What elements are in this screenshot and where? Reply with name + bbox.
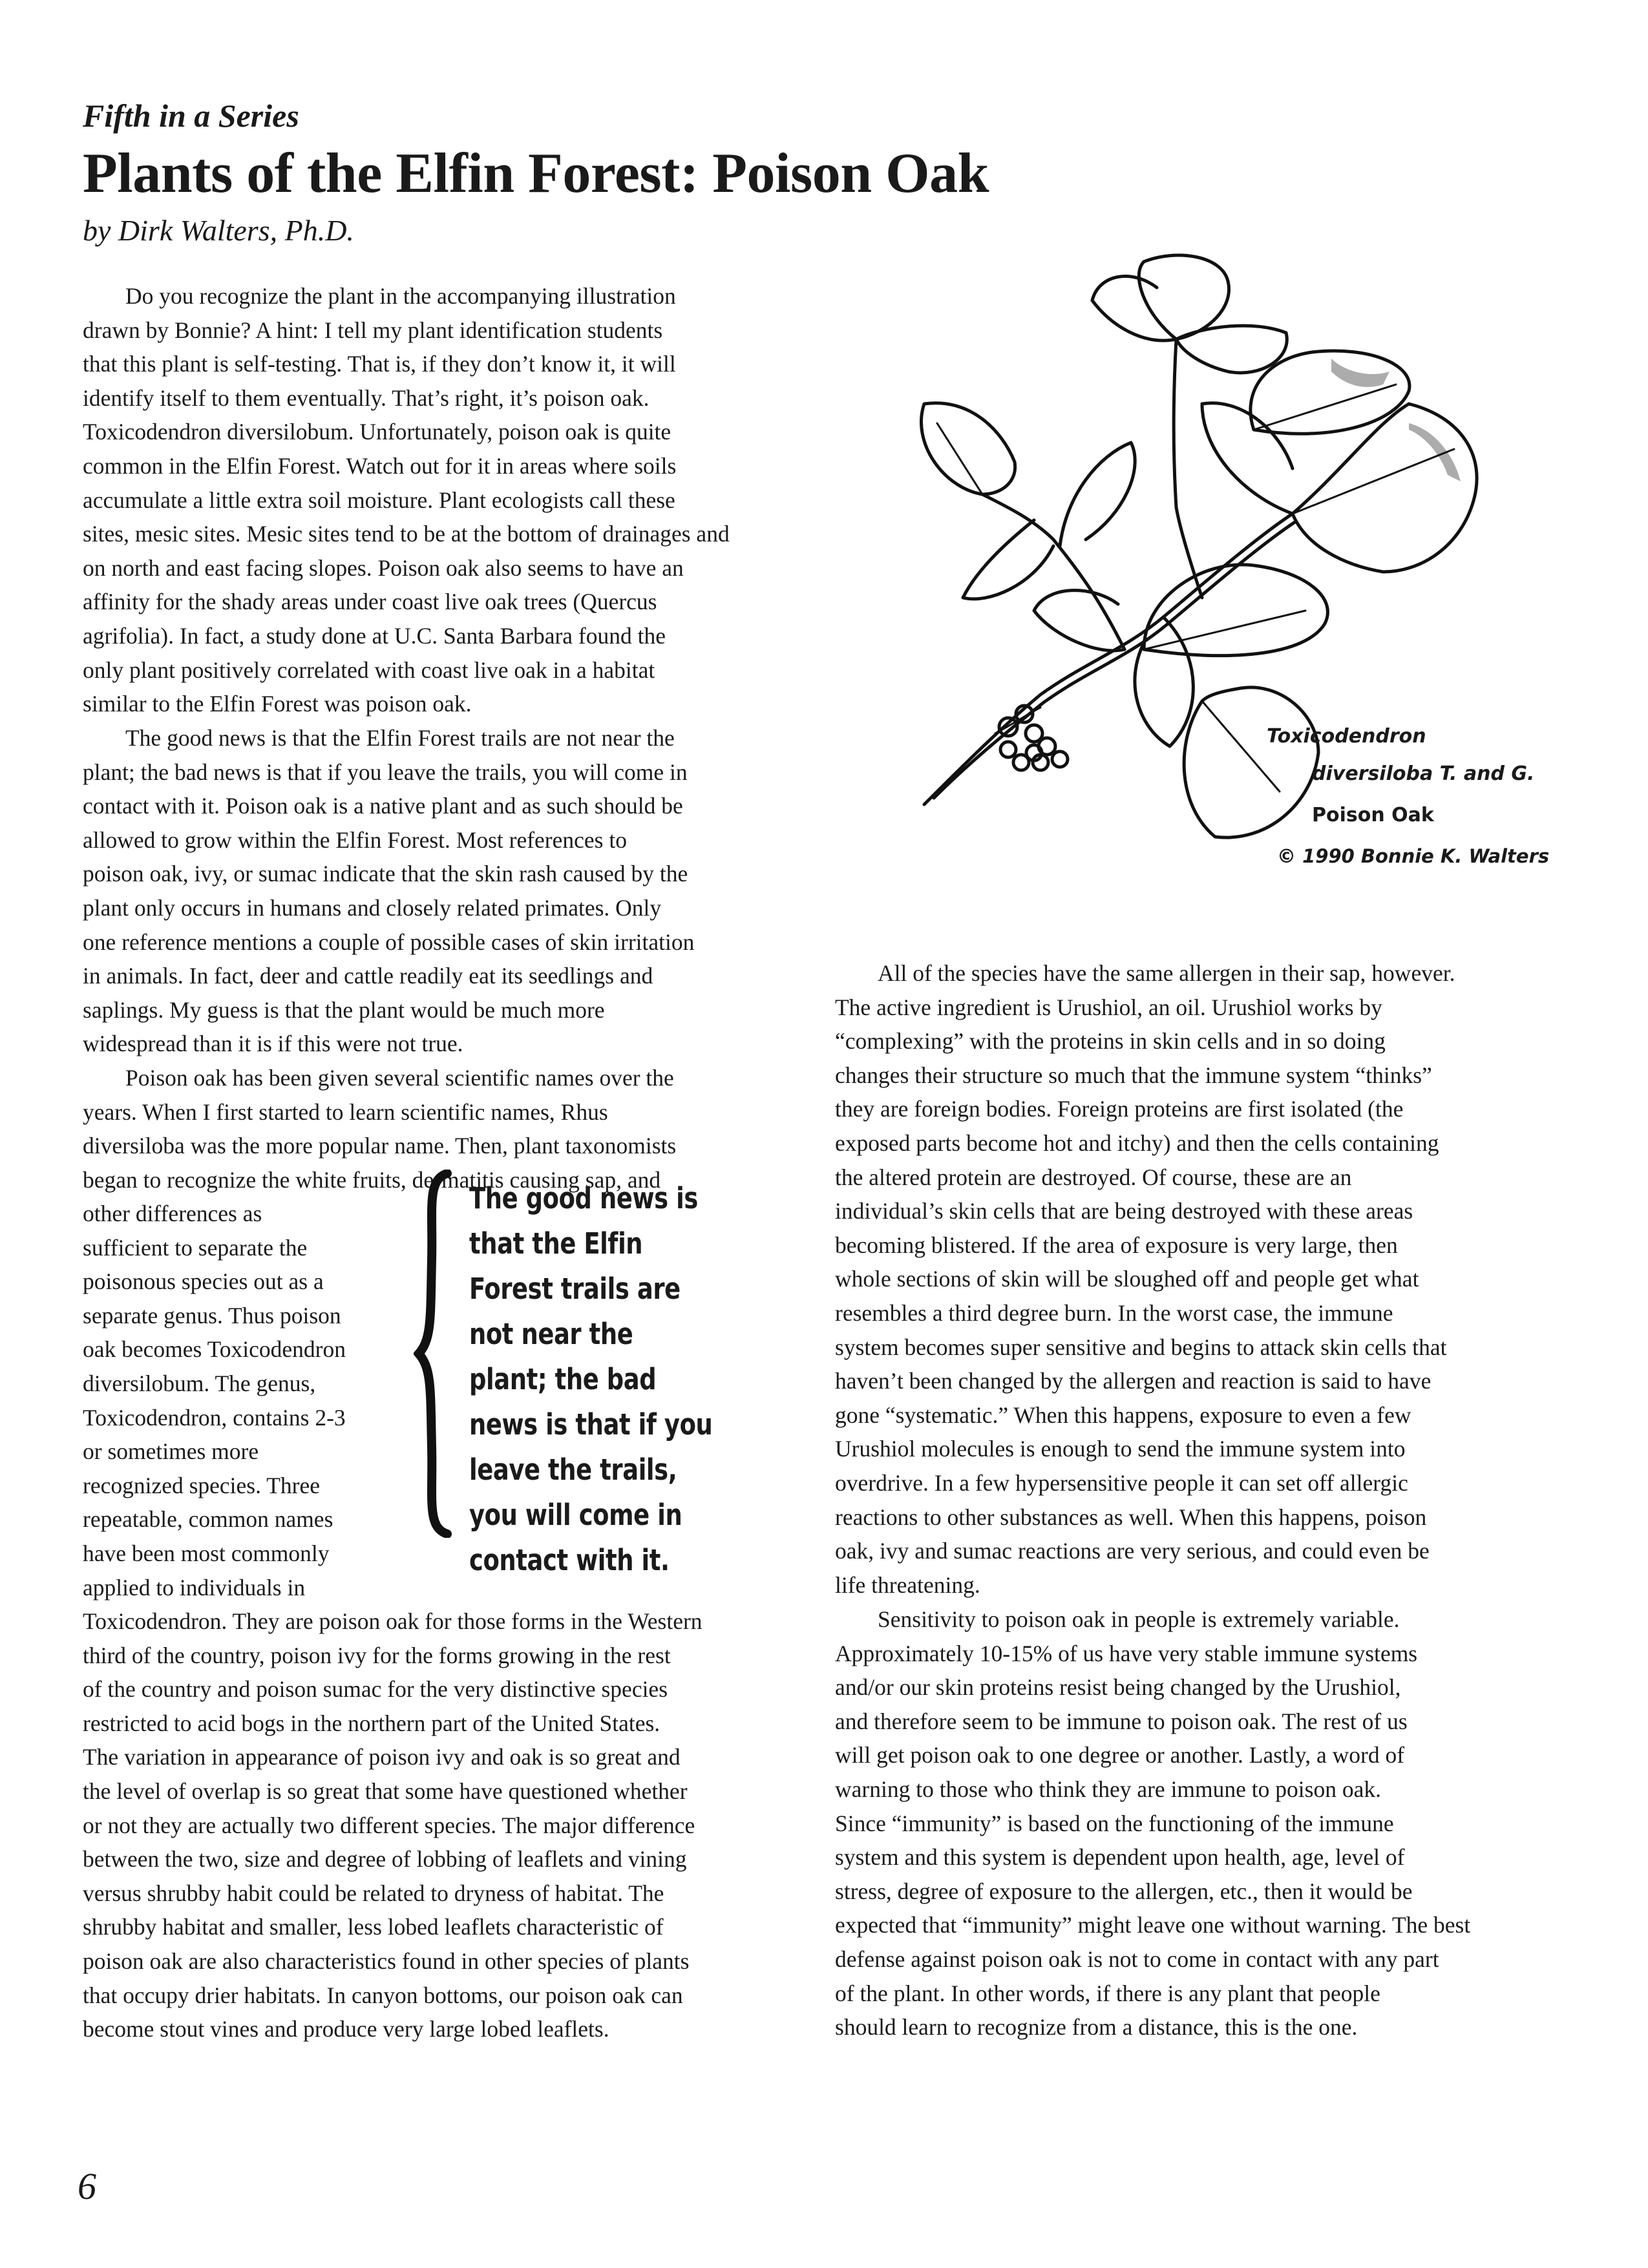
text-line: recognized species. Three xyxy=(83,1472,320,1498)
text-line: have been most commonly xyxy=(83,1540,330,1566)
text-line: Do you recognize the plant in the accompanying illustration xyxy=(125,283,676,309)
text-line: oak becomes Toxicodendron xyxy=(83,1336,346,1363)
text-line: poisonous species out as a xyxy=(83,1268,324,1295)
text-line: Toxicodendron, contains 2-3 xyxy=(83,1404,346,1431)
text-line: individual’s skin cells that are being destroyed with these areas xyxy=(835,1198,1413,1224)
text-line: oak, ivy and sumac reactions are very serious, and could even be xyxy=(835,1538,1430,1564)
text-line: only plant positively correlated with coast live oak in a habitat xyxy=(83,656,655,683)
text-line: Poison oak has been given several scientific names over the xyxy=(125,1065,674,1091)
pull-quote-brace-icon xyxy=(414,1170,452,1538)
text-line: diversiloba was the more popular name. Then, plant taxonomists xyxy=(83,1133,677,1159)
text-line: expected that “immunity” might leave one without warning. The best xyxy=(835,1912,1471,1938)
text-line: reactions to other substances as well. When this happens, poison xyxy=(835,1504,1427,1530)
text-line: the level of overlap is so great that some have questioned whether xyxy=(83,1778,688,1804)
text-line: versus shrubby habit could be related to dryness of habitat. The xyxy=(83,1880,664,1906)
series-label: Fifth in a Series xyxy=(83,98,299,134)
text-line: whole sections of skin will be sloughed off and people get what xyxy=(835,1266,1419,1292)
left-para-3-narrow xyxy=(83,1197,393,1604)
text-line: becoming blistered. If the area of exposure is very large, then xyxy=(835,1232,1398,1258)
text-line: gone “systematic.” When this happens, exposure to even a few xyxy=(835,1402,1411,1428)
text-line: separate genus. Thus poison xyxy=(83,1302,341,1328)
text-line: third of the country, poison ivy for the forms growing in the rest xyxy=(83,1642,671,1668)
text-line: “complexing” with the proteins in skin cells and in so doing xyxy=(835,1028,1386,1055)
text-line: of the plant. In other words, if there is any plant that people xyxy=(835,1980,1380,2006)
text-line: common in the Elfin Forest. Watch out for it in areas where soils xyxy=(83,452,677,479)
text-line: resembles a third degree burn. In the worst case, the immune xyxy=(835,1299,1393,1326)
text-line: become stout vines and produce very large lobed leaflets. xyxy=(83,2016,609,2042)
text-line: they are foreign bodies. Foreign proteins are first isolated (the xyxy=(835,1096,1404,1122)
text-line: agrifolia). In fact, a study done at U.C. Santa Barbara found the xyxy=(83,622,666,649)
text-line: drawn by Bonnie? A hint: I tell my plant identification students xyxy=(83,317,663,343)
text-line: affinity for the shady areas under coast live oak trees (Quercus xyxy=(83,589,657,615)
caption-common-name: Poison Oak xyxy=(1312,804,1434,826)
text-line: system and this system is dependent upon health, age, level of xyxy=(835,1844,1405,1871)
text-line: poison oak are also characteristics found in other species of plants xyxy=(83,1948,690,1974)
text-line: will get poison oak to one degree or another. Lastly, a word of xyxy=(835,1742,1405,1769)
text-line: other differences as xyxy=(83,1201,262,1226)
caption-species: diversiloba T. and G. xyxy=(1312,762,1535,785)
text-line: contact with it. Poison oak is a native plant and as such should be xyxy=(83,793,683,819)
text-line: The active ingredient is Urushiol, an oil. Urushiol works by xyxy=(835,994,1382,1020)
text-line: in animals. In fact, deer and cattle readily eat its seedlings and xyxy=(83,963,653,989)
text-line: Toxicodendron. They are poison oak for those forms in the Western xyxy=(83,1608,703,1634)
article-title: Plants of the Elfin Forest: Poison Oak xyxy=(83,142,989,205)
text-line: that occupy drier habitats. In canyon bottoms, our poison oak can xyxy=(83,1982,683,2008)
left-para-1 xyxy=(83,279,781,721)
text-line: similar to the Elfin Forest was poison oak. xyxy=(83,691,472,717)
text-line: Since “immunity” is based on the functioning of the immune xyxy=(835,1810,1394,1836)
text-line: Sensitivity to poison oak in people is extremely variable. xyxy=(878,1606,1400,1632)
text-line: or not they are actually two different species. The major difference xyxy=(83,1812,695,1838)
right-para-2 xyxy=(835,1602,1521,2044)
text-line: began to recognize the white fruits, dermatitis causing sap, and xyxy=(83,1166,661,1193)
text-line: overdrive. In a few hypersensitive people it can set off allergic xyxy=(835,1469,1408,1496)
text-line: The variation in appearance of poison ivy and oak is so great and xyxy=(83,1744,681,1770)
text-line: repeatable, common names xyxy=(83,1506,333,1533)
text-line: sites, mesic sites. Mesic sites tend to be at the bottom of drainages and xyxy=(83,521,730,547)
text-line: of the country and poison sumac for the very distinctive species xyxy=(83,1676,668,1703)
text-line: accumulate a little extra soil moisture. Plant ecologists call these xyxy=(83,487,675,513)
text-line: diversilobum. The genus, xyxy=(83,1370,316,1396)
page-number: 6 xyxy=(78,2165,96,2207)
text-line: sufficient to separate the xyxy=(83,1234,308,1261)
text-line: poison oak, ivy, or sumac indicate that the skin rash caused by the xyxy=(83,861,688,887)
text-line: changes their structure so much that the immune system “thinks” xyxy=(835,1062,1432,1088)
text-line: years. When I first started to learn scientific names, Rhus xyxy=(83,1098,608,1125)
text-line: Toxicodendron diversilobum. Unfortunately, poison oak is quite xyxy=(83,419,671,445)
text-line: the altered protein are destroyed. Of course, these are an xyxy=(835,1164,1352,1190)
text-line: should learn to recognize from a distance, this is the one. xyxy=(835,2014,1358,2041)
right-para-1 xyxy=(835,956,1521,1602)
poison-oak-illustration xyxy=(840,236,1564,882)
text-line: between the two, size and degree of lobbing of leaflets and vining xyxy=(83,1846,687,1873)
text-line: identify itself to them eventually. That’s right, it’s poison oak. xyxy=(83,384,650,411)
caption-genus: Toxicodendron xyxy=(1267,725,1426,748)
text-line: restricted to acid bogs in the northern part of the United States. xyxy=(83,1710,660,1736)
text-line: and/or our skin proteins resist being changed by the Urushiol, xyxy=(835,1674,1401,1701)
text-line: applied to individuals in xyxy=(83,1574,306,1601)
text-line: plant only occurs in humans and closely related primates. Only xyxy=(83,894,662,921)
text-line: haven’t been changed by the allergen and reaction is said to have xyxy=(835,1368,1431,1394)
text-line: warning to those who think they are immune to poison oak. xyxy=(835,1776,1381,1802)
left-para-3-continued xyxy=(83,1604,781,2046)
text-line: plant; the bad news is that if you leave the trails, you will come in xyxy=(83,759,688,785)
text-line: Urushiol molecules is enough to send the immune system into xyxy=(835,1436,1406,1462)
text-line: exposed parts become hot and itchy) and then the cells containing xyxy=(835,1129,1439,1156)
text-line: system becomes super sensitive and begins to attack skin cells that xyxy=(835,1334,1447,1360)
text-line: widespread than it is if this were not true. xyxy=(83,1031,463,1057)
text-line: saplings. My guess is that the plant would be much more xyxy=(83,996,605,1023)
text-line: and therefore seem to be immune to poison oak. The rest of us xyxy=(835,1708,1408,1734)
left-para-2 xyxy=(83,721,781,1061)
caption-credit: © 1990 Bonnie K. Walters xyxy=(1277,845,1550,867)
text-line: on north and east facing slopes. Poison oak also seems to have an xyxy=(83,554,684,581)
text-line: allowed to grow within the Elfin Forest. Most references to xyxy=(83,826,627,853)
text-line: Approximately 10-15% of us have very stable immune systems xyxy=(835,1640,1418,1666)
text-line: one reference mentions a couple of possible cases of skin irritation xyxy=(83,929,695,955)
pull-quote: The good news is that the Elfin Forest trails are not near the plant; the bad news is that if you leave the trails, you will come in contact with it. xyxy=(469,1181,713,1577)
text-line: or sometimes more xyxy=(83,1438,259,1465)
text-line: that this plant is self-testing. That is, if they don’t know it, it will xyxy=(83,351,676,377)
text-line: life threatening. xyxy=(835,1571,980,1598)
byline: by Dirk Walters, Ph.D. xyxy=(83,214,354,247)
text-line: The good news is that the Elfin Forest trails are not near the xyxy=(125,725,675,751)
text-line: shrubby habitat and smaller, less lobed leaflets characteristic of xyxy=(83,1914,664,1940)
text-line: defense against poison oak is not to come in contact with any part xyxy=(835,1946,1439,1972)
text-line: All of the species have the same allergen in their sap, however. xyxy=(878,960,1455,986)
text-line: stress, degree of exposure to the allergen, etc., then it would be xyxy=(835,1878,1413,1904)
